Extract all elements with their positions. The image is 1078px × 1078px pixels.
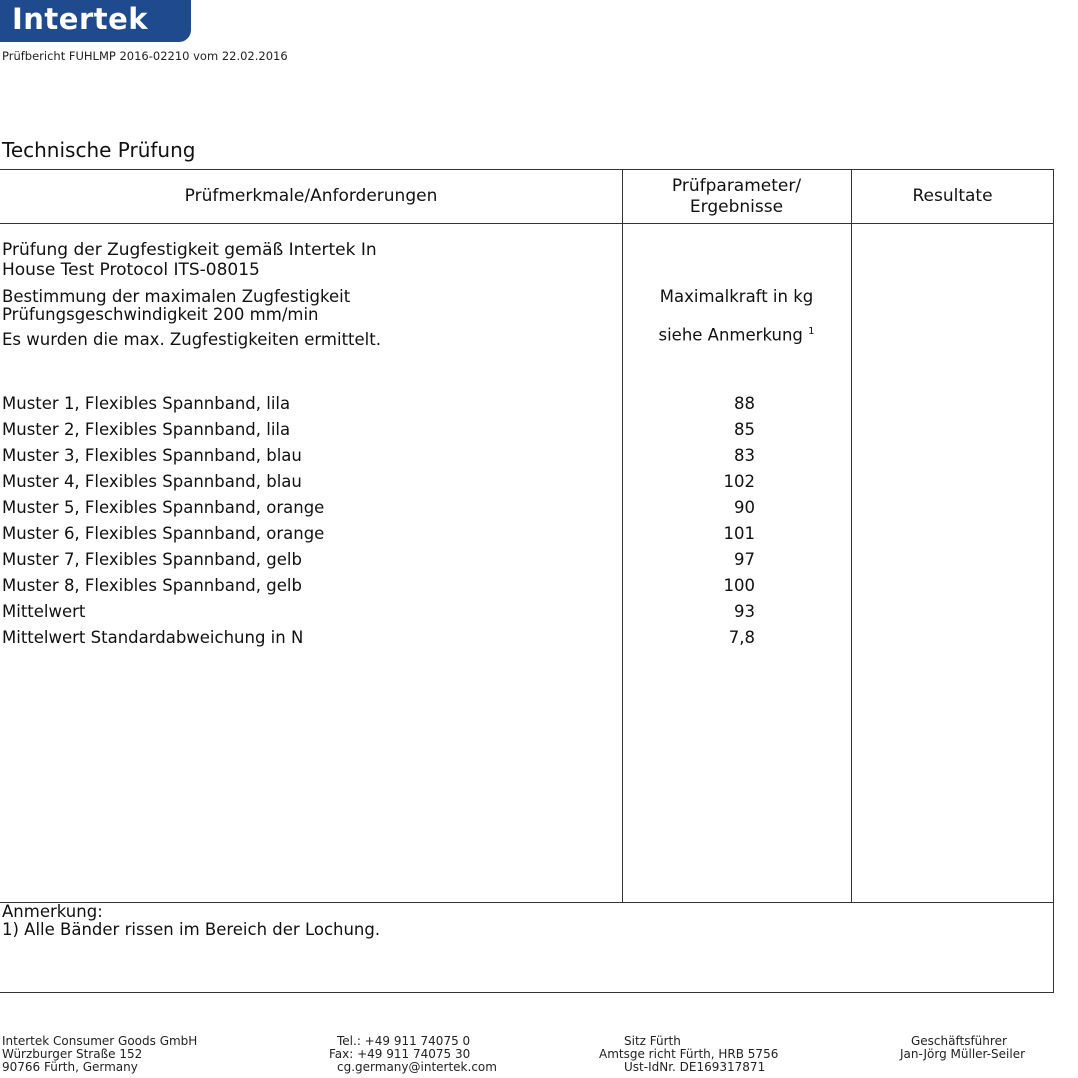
header-criteria: Prüfmerkmale/Anforderungen <box>184 186 438 206</box>
footer-company-line3: 90766 Fürth, Germany <box>2 1060 138 1074</box>
footer-registry-line3: Ust-IdNr. DE169317871 <box>624 1060 766 1074</box>
footer-contact <box>329 1035 497 1074</box>
row-label: Muster 8, Flexibles Spannband, gelb <box>2 576 302 595</box>
row-value: 101 <box>723 524 755 543</box>
method-line2: Prüfungsgeschwindigkeit 200 mm/min <box>2 305 319 324</box>
row-label: Mittelwert Standardabweichung in N <box>2 628 304 647</box>
header-params-line2: Ergebnisse <box>689 197 784 217</box>
footer-management-line1: Geschäftsführer <box>911 1034 1007 1048</box>
row-value: 100 <box>723 576 755 595</box>
row-value: 88 <box>734 394 755 413</box>
header-divider <box>0 223 1053 224</box>
footer-contact-line1: Tel.: +49 911 74075 0 <box>337 1034 471 1048</box>
footer-company-line2: Würzburger Straße 152 <box>2 1047 143 1061</box>
footer-company-line1: Intertek Consumer Goods GmbH <box>2 1034 198 1048</box>
row-value: 102 <box>723 472 755 491</box>
footer-company <box>2 1035 197 1074</box>
test-title-line1: Prüfung der Zugfestigkeit gemäß Intertek In <box>2 240 377 260</box>
header-params-line1: Prüfparameter/ <box>671 176 802 196</box>
row-value: 90 <box>734 498 755 517</box>
footer-management-line2: Jan-Jörg Müller-Seiler <box>900 1047 1026 1061</box>
footer-registry-line2: Amtsge richt Fürth, HRB 5756 <box>599 1047 779 1061</box>
notes-title: Anmerkung: <box>2 902 103 921</box>
param-note-text: siehe Anmerkung <box>658 325 803 345</box>
test-results-table <box>0 169 1054 903</box>
test-title-line2: House Test Protocol ITS-08015 <box>2 260 260 280</box>
header-results: Resultate <box>912 186 993 206</box>
param-unit: Maximalkraft in kg <box>659 287 814 306</box>
notes-box <box>0 902 1054 993</box>
intertek-logo <box>0 0 191 42</box>
row-label: Muster 3, Flexibles Spannband, blau <box>2 446 302 465</box>
method-note: Es wurden die max. Zugfestigkeiten ermittelt. <box>2 330 381 349</box>
section-title: Technische Prüfung <box>2 138 196 162</box>
row-value: 97 <box>734 550 755 569</box>
row-label: Muster 4, Flexibles Spannband, blau <box>2 472 302 491</box>
row-label: Muster 1, Flexibles Spannband, lila <box>2 394 291 413</box>
footer-registry-line1: Sitz Fürth <box>624 1034 681 1048</box>
method-line1: Bestimmung der maximalen Zugfestigkeit <box>2 287 351 306</box>
notes-line1: 1) Alle Bänder rissen im Bereich der Lochung. <box>2 920 381 939</box>
footer-contact-email: cg.germany@intertek.com <box>337 1060 497 1074</box>
footer-contact-line2: Fax: +49 911 74075 30 <box>329 1047 471 1061</box>
row-label: Muster 2, Flexibles Spannband, lila <box>2 420 291 439</box>
row-value: 85 <box>734 420 755 439</box>
report-reference: Prüfbericht FUHLMP 2016-02210 vom 22.02.2016 <box>2 49 288 63</box>
row-value: 7,8 <box>728 628 755 647</box>
param-note-superscript: 1 <box>808 326 815 337</box>
row-label: Mittelwert <box>2 602 86 621</box>
row-label: Muster 7, Flexibles Spannband, gelb <box>2 550 302 569</box>
row-label: Muster 6, Flexibles Spannband, orange <box>2 524 325 543</box>
column-divider-1 <box>622 170 623 902</box>
row-value: 83 <box>734 446 755 465</box>
row-value: 93 <box>734 602 755 621</box>
header-params <box>622 176 851 218</box>
param-note <box>622 322 851 346</box>
footer-management <box>900 1035 1025 1061</box>
row-label: Muster 5, Flexibles Spannband, orange <box>2 498 325 517</box>
column-divider-2 <box>851 170 852 902</box>
footer-registry <box>599 1035 778 1074</box>
logo-text: Intertek <box>12 2 149 36</box>
